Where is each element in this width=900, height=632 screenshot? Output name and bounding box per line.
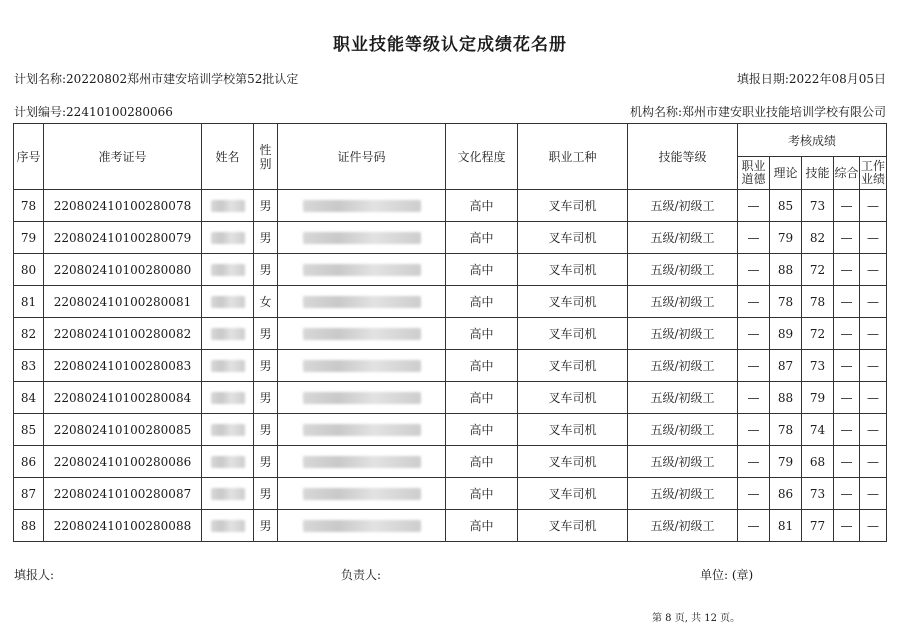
row-seq: 80 xyxy=(14,254,44,286)
row-id-redacted xyxy=(278,478,446,510)
table-row xyxy=(14,382,887,414)
row-seq: 83 xyxy=(14,350,44,382)
row-overall: — xyxy=(834,318,860,350)
row-exam-no: 220802410100280087 xyxy=(44,478,202,510)
organization-label: 机构名称: xyxy=(629,105,682,119)
row-education: 高中 xyxy=(446,446,518,478)
row-level: 五级/初级工 xyxy=(628,414,738,446)
row-education: 高中 xyxy=(446,254,518,286)
row-overall: — xyxy=(834,414,860,446)
row-level: 五级/初级工 xyxy=(628,318,738,350)
row-job: 叉车司机 xyxy=(518,318,628,350)
row-gender: 男 xyxy=(254,414,278,446)
row-work: — xyxy=(860,478,887,510)
row-seq: 81 xyxy=(14,286,44,318)
row-id-redacted xyxy=(278,510,446,542)
row-id-redacted xyxy=(278,382,446,414)
row-education: 高中 xyxy=(446,478,518,510)
row-work: — xyxy=(860,286,887,318)
header-theory: 理论 xyxy=(770,157,802,190)
row-job: 叉车司机 xyxy=(518,286,628,318)
header-education: 文化程度 xyxy=(446,124,518,190)
row-id-redacted xyxy=(278,414,446,446)
header-work: 工作业绩 xyxy=(860,157,887,190)
row-exam-no: 220802410100280083 xyxy=(44,350,202,382)
row-education: 高中 xyxy=(446,414,518,446)
table-row xyxy=(14,414,887,446)
row-level: 五级/初级工 xyxy=(628,510,738,542)
row-skill: 79 xyxy=(802,382,834,414)
row-work: — xyxy=(860,222,887,254)
document-title: 职业技能等级认定成绩花名册 xyxy=(333,35,567,55)
row-job: 叉车司机 xyxy=(518,414,628,446)
row-overall: — xyxy=(834,350,860,382)
organization-value: 郑州市建安职业技能培训学校有限公司 xyxy=(681,105,886,119)
row-theory: 88 xyxy=(770,254,802,286)
row-gender: 男 xyxy=(254,510,278,542)
row-gender: 女 xyxy=(254,286,278,318)
row-overall: — xyxy=(834,510,860,542)
row-theory: 87 xyxy=(770,350,802,382)
row-skill: 72 xyxy=(802,318,834,350)
row-work: — xyxy=(860,254,887,286)
row-work: — xyxy=(860,318,887,350)
score-table-body xyxy=(14,190,887,542)
row-overall: — xyxy=(834,478,860,510)
row-id-redacted xyxy=(278,254,446,286)
row-skill: 78 xyxy=(802,286,834,318)
row-overall: — xyxy=(834,190,860,222)
row-id-redacted xyxy=(278,446,446,478)
header-overall: 综合 xyxy=(834,157,860,190)
row-education: 高中 xyxy=(446,222,518,254)
row-gender: 男 xyxy=(254,222,278,254)
row-exam-no: 220802410100280079 xyxy=(44,222,202,254)
row-level: 五级/初级工 xyxy=(628,190,738,222)
row-level: 五级/初级工 xyxy=(628,446,738,478)
row-skill: 73 xyxy=(802,478,834,510)
row-work: — xyxy=(860,190,887,222)
plan-number-label: 计划编号: xyxy=(14,105,67,119)
row-name-redacted xyxy=(202,478,254,510)
redacted-block xyxy=(211,200,245,212)
redacted-block xyxy=(303,392,421,404)
row-name-redacted xyxy=(202,382,254,414)
row-seq: 84 xyxy=(14,382,44,414)
row-ethics: — xyxy=(738,510,770,542)
row-ethics: — xyxy=(738,414,770,446)
row-level: 五级/初级工 xyxy=(628,222,738,254)
row-exam-no: 220802410100280078 xyxy=(44,190,202,222)
row-exam-no: 220802410100280085 xyxy=(44,414,202,446)
row-name-redacted xyxy=(202,350,254,382)
header-seq: 序号 xyxy=(14,124,44,190)
row-seq: 86 xyxy=(14,446,44,478)
row-overall: — xyxy=(834,286,860,318)
redacted-block xyxy=(211,456,245,468)
redacted-block xyxy=(211,328,245,340)
header-level: 技能等级 xyxy=(628,124,738,190)
row-seq: 88 xyxy=(14,510,44,542)
row-job: 叉车司机 xyxy=(518,190,628,222)
row-name-redacted xyxy=(202,414,254,446)
row-id-redacted xyxy=(278,222,446,254)
row-skill: 82 xyxy=(802,222,834,254)
plan-name-label: 计划名称: xyxy=(14,72,67,86)
row-gender: 男 xyxy=(254,190,278,222)
row-seq: 82 xyxy=(14,318,44,350)
row-exam-no: 220802410100280088 xyxy=(44,510,202,542)
row-theory: 79 xyxy=(770,446,802,478)
row-overall: — xyxy=(834,382,860,414)
score-table xyxy=(13,123,887,542)
row-gender: 男 xyxy=(254,350,278,382)
row-skill: 73 xyxy=(802,350,834,382)
row-name-redacted xyxy=(202,446,254,478)
row-ethics: — xyxy=(738,190,770,222)
page-number: 第 8 页, 共 12 页。 xyxy=(652,613,741,624)
row-level: 五级/初级工 xyxy=(628,286,738,318)
table-row xyxy=(14,222,887,254)
redacted-block xyxy=(303,360,421,372)
row-work: — xyxy=(860,382,887,414)
row-gender: 男 xyxy=(254,318,278,350)
row-gender: 男 xyxy=(254,478,278,510)
row-theory: 78 xyxy=(770,286,802,318)
plan-number-value: 22410100280066 xyxy=(66,105,173,119)
row-work: — xyxy=(860,510,887,542)
row-job: 叉车司机 xyxy=(518,350,628,382)
table-row xyxy=(14,286,887,318)
row-seq: 78 xyxy=(14,190,44,222)
row-ethics: — xyxy=(738,318,770,350)
responsible-label: 负责人: xyxy=(341,568,382,582)
row-education: 高中 xyxy=(446,510,518,542)
redacted-block xyxy=(303,328,421,340)
row-name-redacted xyxy=(202,254,254,286)
row-exam-no: 220802410100280084 xyxy=(44,382,202,414)
organization xyxy=(630,103,886,120)
redacted-block xyxy=(303,424,421,436)
header-id-no: 证件号码 xyxy=(278,124,446,190)
row-education: 高中 xyxy=(446,382,518,414)
row-gender: 男 xyxy=(254,254,278,286)
row-id-redacted xyxy=(278,286,446,318)
row-name-redacted xyxy=(202,318,254,350)
fill-date xyxy=(737,70,886,87)
row-job: 叉车司机 xyxy=(518,478,628,510)
row-exam-no: 220802410100280086 xyxy=(44,446,202,478)
header-exam-no: 准考证号 xyxy=(44,124,202,190)
row-name-redacted xyxy=(202,222,254,254)
row-work: — xyxy=(860,350,887,382)
redacted-block xyxy=(211,424,245,436)
row-job: 叉车司机 xyxy=(518,510,628,542)
row-skill: 72 xyxy=(802,254,834,286)
row-exam-no: 220802410100280080 xyxy=(44,254,202,286)
redacted-block xyxy=(211,232,245,244)
table-row xyxy=(14,478,887,510)
redacted-block xyxy=(303,296,421,308)
fill-date-value: 2022年08月05日 xyxy=(788,72,886,86)
redacted-block xyxy=(303,200,421,212)
row-ethics: — xyxy=(738,222,770,254)
header-gender: 性别 xyxy=(254,124,278,190)
redacted-block xyxy=(303,456,421,468)
row-name-redacted xyxy=(202,286,254,318)
row-gender: 男 xyxy=(254,382,278,414)
row-skill: 73 xyxy=(802,190,834,222)
row-theory: 81 xyxy=(770,510,802,542)
row-id-redacted xyxy=(278,350,446,382)
row-education: 高中 xyxy=(446,318,518,350)
redacted-block xyxy=(211,392,245,404)
row-theory: 79 xyxy=(770,222,802,254)
row-seq: 87 xyxy=(14,478,44,510)
row-ethics: — xyxy=(738,446,770,478)
row-ethics: — xyxy=(738,286,770,318)
table-row xyxy=(14,446,887,478)
redacted-block xyxy=(211,520,245,532)
row-job: 叉车司机 xyxy=(518,222,628,254)
redacted-block xyxy=(211,488,245,500)
row-theory: 88 xyxy=(770,382,802,414)
redacted-block xyxy=(211,360,245,372)
redacted-block xyxy=(303,488,421,500)
row-gender: 男 xyxy=(254,446,278,478)
row-skill: 77 xyxy=(802,510,834,542)
header-skill: 技能 xyxy=(802,157,834,190)
row-overall: — xyxy=(834,222,860,254)
row-theory: 85 xyxy=(770,190,802,222)
row-seq: 79 xyxy=(14,222,44,254)
row-id-redacted xyxy=(278,318,446,350)
row-job: 叉车司机 xyxy=(518,382,628,414)
redacted-block xyxy=(303,232,421,244)
table-row xyxy=(14,350,887,382)
row-job: 叉车司机 xyxy=(518,446,628,478)
row-work: — xyxy=(860,446,887,478)
redacted-block xyxy=(211,296,245,308)
row-theory: 89 xyxy=(770,318,802,350)
row-theory: 78 xyxy=(770,414,802,446)
redacted-block xyxy=(211,264,245,276)
row-theory: 86 xyxy=(770,478,802,510)
redacted-block xyxy=(303,520,421,532)
row-id-redacted xyxy=(278,190,446,222)
row-name-redacted xyxy=(202,190,254,222)
row-ethics: — xyxy=(738,382,770,414)
row-work: — xyxy=(860,414,887,446)
row-name-redacted xyxy=(202,510,254,542)
row-exam-no: 220802410100280082 xyxy=(44,318,202,350)
row-seq: 85 xyxy=(14,414,44,446)
row-skill: 68 xyxy=(802,446,834,478)
row-ethics: — xyxy=(738,478,770,510)
row-job: 叉车司机 xyxy=(518,254,628,286)
row-overall: — xyxy=(834,446,860,478)
row-level: 五级/初级工 xyxy=(628,254,738,286)
fill-date-label: 填报日期: xyxy=(736,72,789,86)
table-row xyxy=(14,510,887,542)
row-exam-no: 220802410100280081 xyxy=(44,286,202,318)
row-education: 高中 xyxy=(446,190,518,222)
table-row xyxy=(14,190,887,222)
row-ethics: — xyxy=(738,254,770,286)
plan-name xyxy=(14,70,298,87)
row-level: 五级/初级工 xyxy=(628,350,738,382)
row-ethics: — xyxy=(738,350,770,382)
plan-name-value: 20220802郑州市建安培训学校第52批认定 xyxy=(66,72,299,86)
header-job: 职业工种 xyxy=(518,124,628,190)
header-scores: 考核成绩 xyxy=(738,124,887,157)
table-row xyxy=(14,318,887,350)
plan-number xyxy=(14,103,173,120)
table-row xyxy=(14,254,887,286)
unit-label: 单位: (章) xyxy=(700,568,754,582)
row-level: 五级/初级工 xyxy=(628,382,738,414)
header-name: 姓名 xyxy=(202,124,254,190)
row-education: 高中 xyxy=(446,286,518,318)
header-ethics: 职业道德 xyxy=(738,157,770,190)
row-level: 五级/初级工 xyxy=(628,478,738,510)
redacted-block xyxy=(303,264,421,276)
row-skill: 74 xyxy=(802,414,834,446)
filler-label: 填报人: xyxy=(14,568,55,582)
row-overall: — xyxy=(834,254,860,286)
row-education: 高中 xyxy=(446,350,518,382)
